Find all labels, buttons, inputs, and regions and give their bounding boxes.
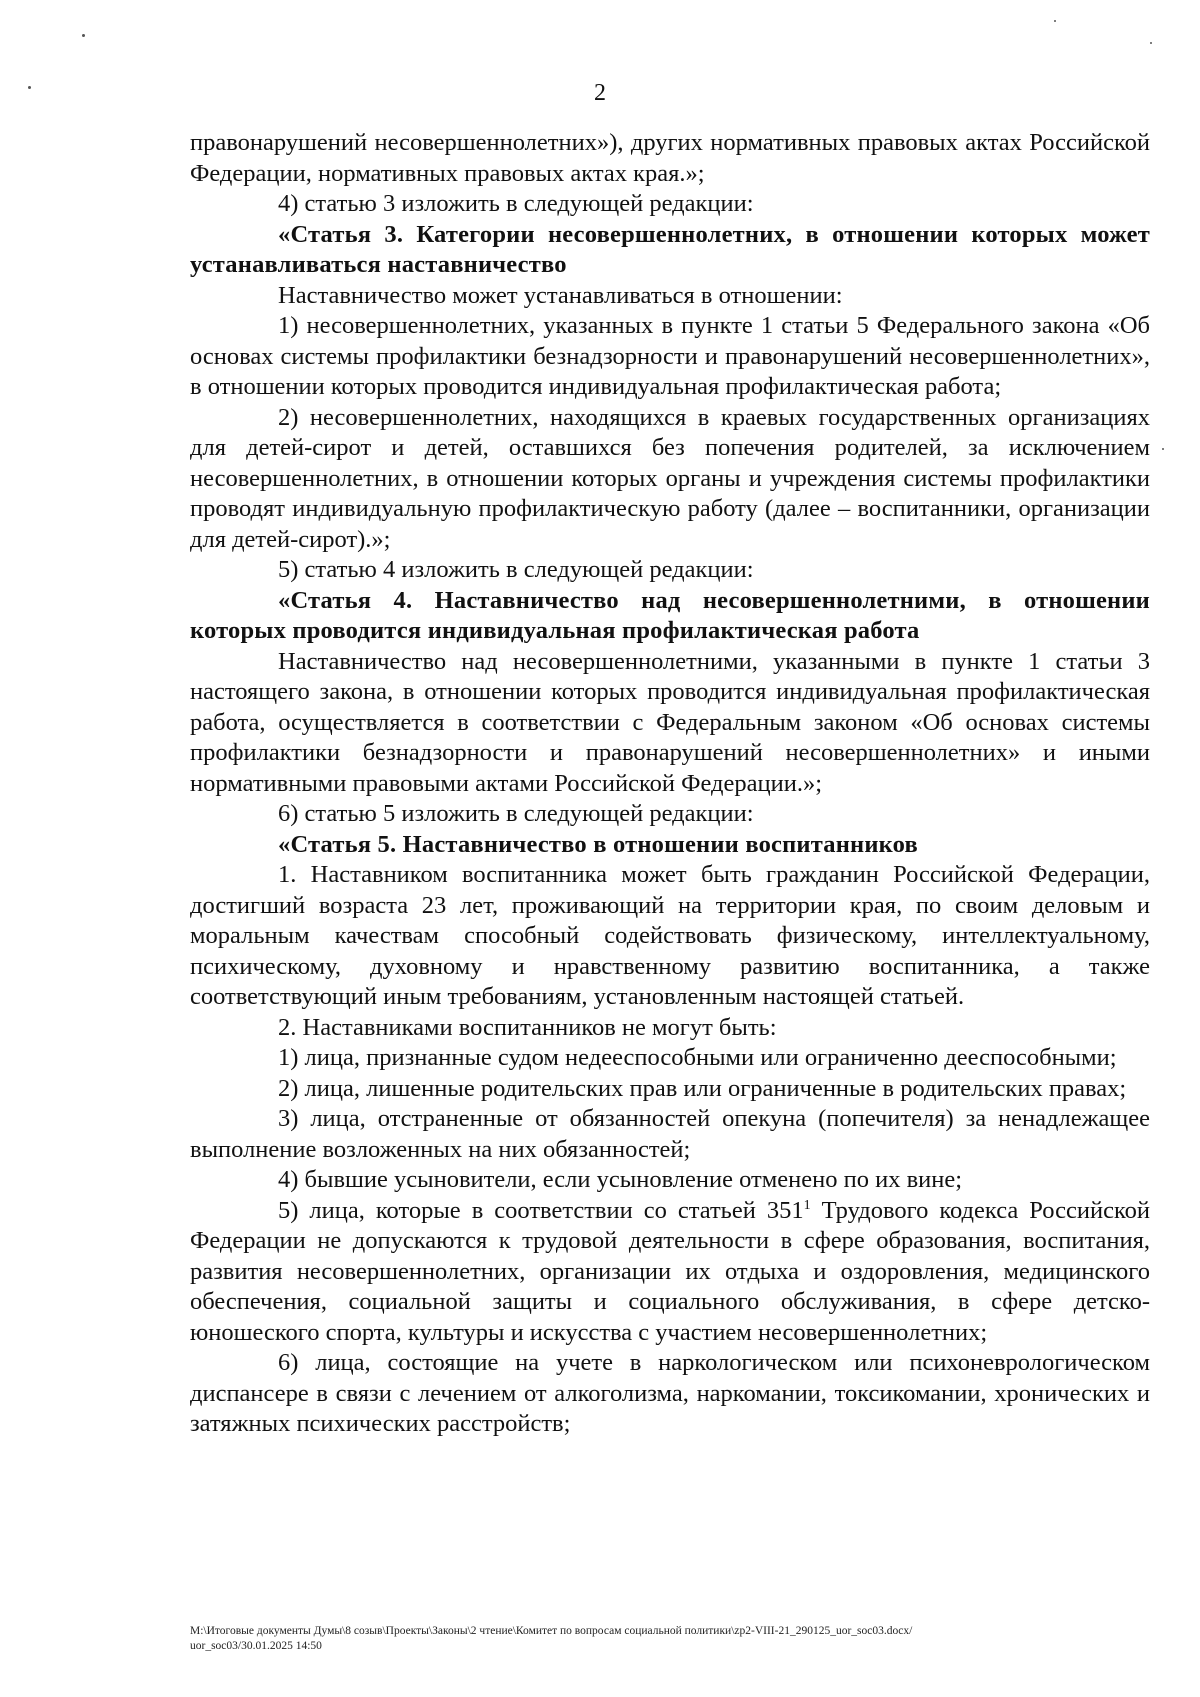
paragraph-text: 2. Наставниками воспитанников не могут быть: xyxy=(278,1013,777,1041)
body-paragraph xyxy=(190,281,1150,312)
document-body xyxy=(190,128,1150,1440)
article-heading xyxy=(190,586,1150,647)
paragraph-text: 2) лица, лишенные родительских прав или ограниченные в родительских правах; xyxy=(278,1074,1127,1102)
scan-speck xyxy=(1150,42,1152,44)
body-paragraph xyxy=(190,128,1150,189)
body-paragraph xyxy=(190,1165,1150,1196)
paragraph-text: 4) бывшие усыновители, если усыновление отменено по их вине; xyxy=(278,1166,963,1193)
paragraph-text: «Статья 4. Наставничество над несовершеннолетними, в отношении которых проводится индивидуальная профилактическая работа xyxy=(190,586,1150,644)
footer-file-path: M:\Итоговые документы Думы\8 созыв\Проекты\Законы\2 чтение\Комитет по вопросам социальной политики\zp2-VIII-21_290125_uor_soc03.docx/ xyxy=(190,1625,913,1637)
body-paragraph xyxy=(190,311,1150,403)
paragraph-text: 2) несовершеннолетних, находящихся в краевых государственных организациях для детей-сирот и детей, оставшихся без попечения родителей, за исключением несовершеннолетних, в отношении которых органы и учреждения системы профилактики проводят индивидуальную профилактическую работу (далее – воспитанники, организации для детей-сирот).»; xyxy=(190,403,1150,553)
article-heading xyxy=(190,220,1150,281)
scan-speck xyxy=(1054,20,1056,22)
paragraph-text: 5) статью 4 изложить в следующей редакции: xyxy=(278,556,754,583)
body-paragraph xyxy=(190,1074,1150,1105)
body-paragraph xyxy=(190,1104,1150,1165)
body-paragraph xyxy=(190,647,1150,800)
footer-stamp: uor_soc03/30.01.2025 14:50 xyxy=(190,1640,322,1652)
paragraph-text: 3) лица, отстраненные от обязанностей опекуна (попечителя) за ненадлежащее выполнение возложенных на них обязанностей; xyxy=(190,1105,1150,1163)
body-paragraph xyxy=(190,860,1150,1013)
paragraph-text: 6) лица, состоящие на учете в наркологическом или психоневрологическом диспансере в связи с лечением от алкоголизма, наркомании, токсикомании, хронических и затяжных психических расстройств; xyxy=(190,1349,1150,1437)
paragraph-text: «Статья 3. Категории несовершеннолетних, в отношении которых может устанавливаться наставничество xyxy=(190,220,1150,278)
paragraph-text: 4) статью 3 изложить в следующей редакции: xyxy=(278,190,754,217)
body-paragraph xyxy=(190,1043,1150,1074)
superscript: 1 xyxy=(803,1197,811,1213)
page-number: 2 xyxy=(594,80,606,106)
paragraph-text: 6) статью 5 изложить в следующей редакции: xyxy=(278,800,754,827)
paragraph-text: Наставничество над несовершеннолетними, указанными в пункте 1 статьи 3 настоящего закона, в отношении которых проводится индивидуальная профилактическая работа, осуществляется в соответствии с Федеральным законом «Об основах системы профилактики безнадзорности и правонарушений несовершеннолетних» и иными нормативными правовыми актами Российской Федерации.»; xyxy=(190,647,1150,797)
body-paragraph xyxy=(190,403,1150,556)
scan-speck xyxy=(1162,448,1164,450)
paragraph-text: 1) лица, признанные судом недееспособными или ограниченно дееспособными; xyxy=(278,1044,1117,1071)
body-paragraph xyxy=(190,555,1150,586)
paragraph-text: 5) лица, которые в соответствии со статьей 351 xyxy=(278,1196,804,1224)
body-paragraph xyxy=(190,1196,1150,1349)
document-footer xyxy=(190,1624,1150,1654)
paragraph-text-continued: Трудового кодекса Российской Федерации не допускаются к трудовой деятельности в сфере образования, воспитания, развития несовершеннолетних, организации их отдыха и оздоровления, медицинского обеспечения, социальной защиты и социального обслуживания, в сфере детско-юношеского спорта, культуры и искусства с участием несовершеннолетних; xyxy=(190,1196,1150,1346)
paragraph-text: правонарушений несовершеннолетних»), других нормативных правовых актах Российской Федерации, нормативных правовых актах края.»; xyxy=(190,129,1150,187)
paragraph-text: 1) несовершеннолетних, указанных в пункте 1 статьи 5 Федерального закона «Об основах системы профилактики безнадзорности и правонарушений несовершеннолетних», в отношении которых проводится индивидуальная профилактическая работа; xyxy=(190,312,1150,400)
paragraph-text: Наставничество может устанавливаться в отношении: xyxy=(278,281,843,309)
paragraph-text: 1. Наставником воспитанника может быть гражданин Российской Федерации, достигший возраста 23 лет, проживающий на территории края, по своим деловым и моральным качествам способный содействовать физическому, интеллектуальному, психическому, духовному и нравственному развитию воспитанника, а также соответствующий иным требованиям, установленным настоящей статьей. xyxy=(190,861,1150,1010)
body-paragraph xyxy=(190,189,1150,220)
paragraph-text: «Статья 5. Наставничество в отношении воспитанников xyxy=(278,830,918,858)
scan-speck xyxy=(82,34,85,37)
body-paragraph xyxy=(190,1013,1150,1044)
body-paragraph xyxy=(190,1348,1150,1440)
body-paragraph xyxy=(190,799,1150,830)
article-heading xyxy=(190,830,1150,861)
